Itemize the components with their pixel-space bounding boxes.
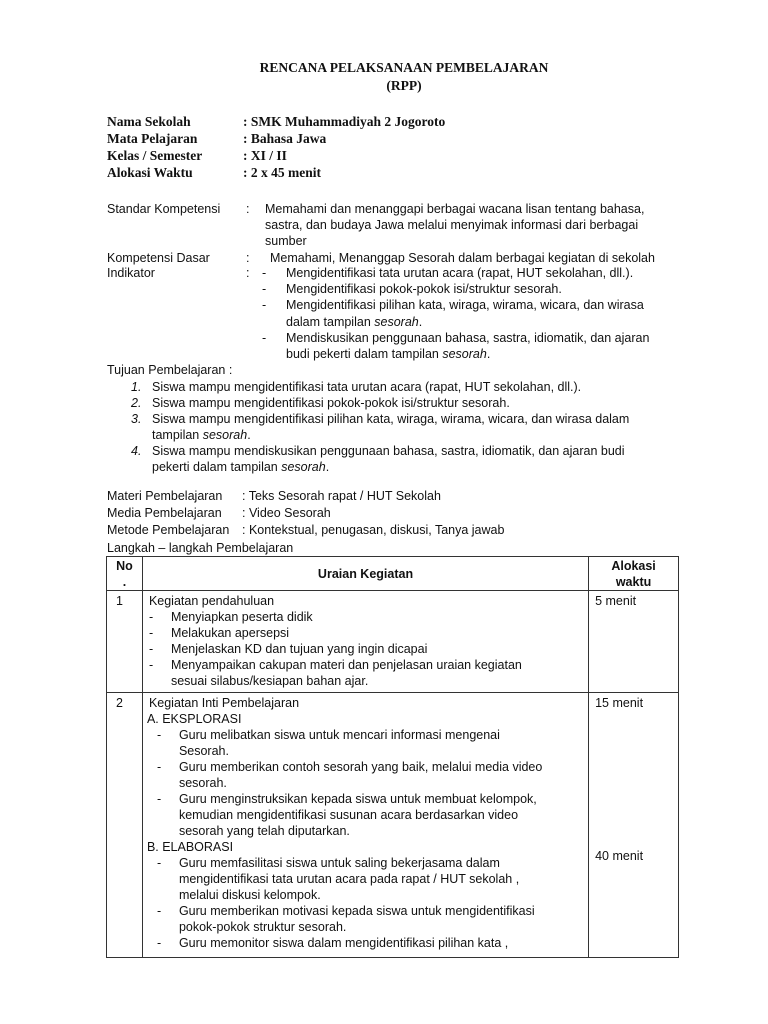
- media-value: : Video Sesorah: [242, 506, 331, 520]
- header-alokasi: [589, 557, 679, 591]
- tujuan-item-continuation: tampilan sesorah.: [152, 428, 251, 442]
- standar-colon: :: [246, 202, 250, 216]
- list-item: - Guru melibatkan siswa untuk mencari informasi mengenai Sesorah.: [156, 728, 500, 758]
- row-no: [107, 693, 143, 958]
- standar-text: sastra, dan budaya Jawa melalui menyimak informasi dari berbagai: [265, 218, 639, 232]
- header-no-text: .: [122, 575, 127, 589]
- list-item: - Menyiapkan peserta didik: [148, 610, 313, 624]
- document-title: RENCANA PELAKSANAAN PEMBELAJARAN: [259, 60, 549, 75]
- list-item: - Guru memberikan contoh sesorah yang baik, melalui media video sesorah.: [156, 760, 543, 790]
- row-time-text: 15 menit: [595, 696, 644, 710]
- row-title: Kegiatan pendahuluan: [148, 594, 275, 608]
- media-label: Media Pembelajaran: [107, 506, 222, 520]
- indikator-label: Indikator: [107, 266, 155, 280]
- header-no: [107, 557, 143, 591]
- steps-table: [106, 556, 679, 958]
- standar-text: sumber: [265, 234, 307, 248]
- tujuan-number: 1.: [131, 380, 142, 394]
- identity-label: Alokasi Waktu: [107, 165, 193, 180]
- materi-label: Materi Pembelajaran: [107, 489, 223, 503]
- identity-value: : Bahasa Jawa: [243, 131, 327, 146]
- indikator-dash: -: [262, 266, 267, 280]
- header-uraian: [142, 557, 588, 591]
- indikator-item: Mendiskusikan penggunaan bahasa, sastra, idiomatik, dan ajaran: [286, 331, 650, 345]
- materi-value: : Teks Sesorah rapat / HUT Sekolah: [242, 489, 441, 503]
- metode-value: : Kontekstual, penugasan, diskusi, Tanya jawab: [242, 523, 505, 537]
- section-heading: A. EKSPLORASI: [146, 712, 242, 726]
- indikator-dash: -: [262, 282, 267, 296]
- indikator-item-continuation: dalam tampilan sesorah.: [286, 315, 423, 329]
- langkah-label: Langkah – langkah Pembelajaran: [107, 541, 294, 555]
- row-time: [589, 693, 679, 958]
- row-title: Kegiatan Inti Pembelajaran: [148, 696, 300, 710]
- list-item: - Guru memfasilitasi siswa untuk saling bekerjasama dalam mengidentifikasi tata urutan acara pada rapat / HUT sekolah , melalui diskusi kelompok.: [156, 856, 520, 902]
- table-header-row: [107, 557, 679, 591]
- kd-text: Memahami, Menanggap Sesorah dalam berbagai kegiatan di sekolah: [270, 251, 655, 265]
- list-item: - Guru memonitor siswa dalam mengidentifikasi pilihan kata ,: [156, 936, 509, 950]
- row-uraian: [142, 693, 588, 958]
- document-subtitle: (RPP): [386, 78, 422, 93]
- row-time: [589, 591, 679, 693]
- tujuan-item: Siswa mampu mendiskusikan penggunaan bahasa, sastra, idiomatik, dan ajaran budi: [152, 444, 625, 458]
- list-item: - Guru menginstruksikan kepada siswa untuk membuat kelompok, kemudian mengidentifikasi susunan acara berdasarkan video sesorah yang telah diputarkan.: [156, 792, 537, 838]
- metode-label: Metode Pembelajaran: [107, 523, 230, 537]
- identity-value: : SMK Muhammadiyah 2 Jogoroto: [243, 114, 446, 129]
- row-time-text: 40 menit: [595, 849, 644, 863]
- row-uraian: [142, 591, 588, 693]
- list-item: - Melakukan apersepsi: [148, 626, 290, 640]
- header-alokasi-text: Alokasi: [611, 559, 656, 573]
- tujuan-item: Siswa mampu mengidentifikasi pilihan kata, wiraga, wirama, wicara, dan wirasa dalam: [152, 412, 630, 426]
- tujuan-label: Tujuan Pembelajaran :: [107, 363, 233, 377]
- indikator-item: Mengidentifikasi tata urutan acara (rapat, HUT sekolahan, dll.).: [286, 266, 634, 280]
- tujuan-number: 4.: [131, 444, 142, 458]
- identity-label: Kelas / Semester: [107, 148, 203, 163]
- row-no-text: 1: [116, 594, 123, 608]
- standar-text: Memahami dan menanggapi berbagai wacana lisan tentang bahasa,: [265, 202, 645, 216]
- header-no-text: No: [116, 559, 133, 573]
- row-time-text: 5 menit: [595, 594, 637, 608]
- table-row: [107, 591, 679, 693]
- identity-label: Nama Sekolah: [107, 114, 191, 129]
- indikator-colon: :: [246, 266, 250, 280]
- identity-value: : 2 x 45 menit: [243, 165, 321, 180]
- header-uraian-text: Uraian Kegiatan: [317, 566, 414, 581]
- list-item: - Menjelaskan KD dan tujuan yang ingin dicapai: [148, 642, 428, 656]
- kd-colon: :: [246, 251, 250, 265]
- row-no-text: 2: [116, 696, 123, 710]
- indikator-item: Mengidentifikasi pokok-pokok isi/struktur sesorah.: [286, 282, 562, 296]
- indikator-dash: -: [262, 331, 267, 345]
- tujuan-number: 3.: [131, 412, 142, 426]
- identity-label: Mata Pelajaran: [107, 131, 198, 146]
- indikator-item: Mengidentifikasi pilihan kata, wiraga, wirama, wicara, dan wirasa: [286, 298, 644, 312]
- tujuan-item-continuation: pekerti dalam tampilan sesorah.: [152, 460, 330, 474]
- identity-value: : XI / II: [243, 148, 287, 163]
- section-heading: B. ELABORASI: [146, 840, 234, 854]
- tujuan-item: Siswa mampu mengidentifikasi pokok-pokok isi/struktur sesorah.: [152, 396, 510, 410]
- kd-label: Kompetensi Dasar: [107, 251, 210, 265]
- table-row: [107, 693, 679, 958]
- tujuan-item: Siswa mampu mengidentifikasi tata urutan acara (rapat, HUT sekolahan, dll.).: [152, 380, 582, 394]
- row-no: [107, 591, 143, 693]
- indikator-dash: -: [262, 298, 267, 312]
- standar-label: Standar Kompetensi: [107, 202, 221, 216]
- indikator-item-continuation: budi pekerti dalam tampilan sesorah.: [286, 347, 491, 361]
- tujuan-number: 2.: [131, 396, 142, 410]
- header-alokasi-text: waktu: [615, 575, 652, 589]
- list-item: - Guru memberikan motivasi kepada siswa untuk mengidentifikasi pokok-pokok struktur sesorah.: [156, 904, 535, 934]
- list-item: - Menyampaikan cakupan materi dan penjelasan uraian kegiatan sesuai silabus/kesiapan bahan ajar.: [148, 658, 522, 688]
